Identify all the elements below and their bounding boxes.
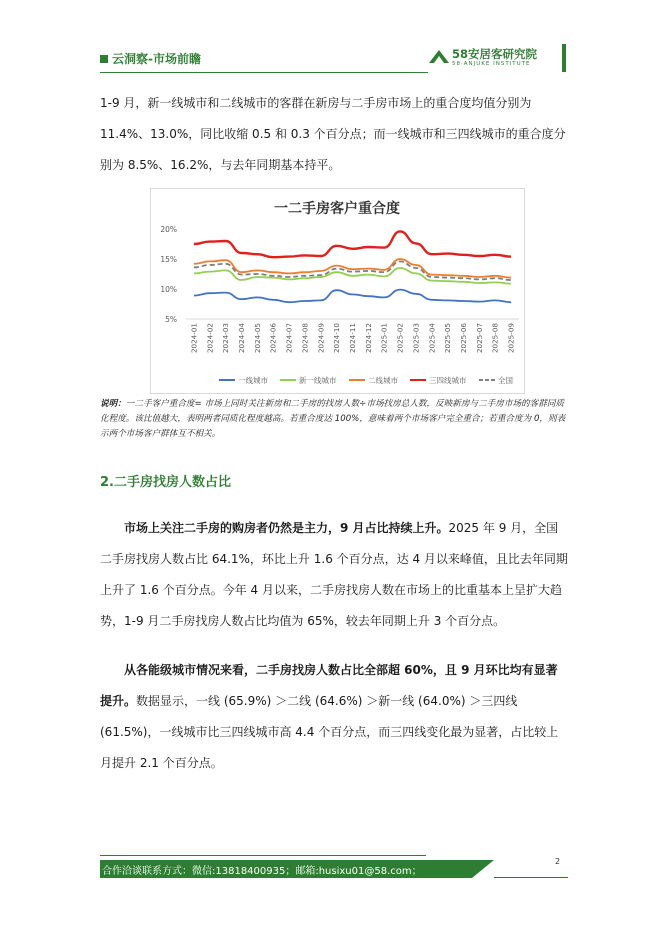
x-tick-label: 2025-09 [506, 323, 516, 354]
paragraph-lead: 市场上关注二手房的购房者仍然是主力，9 月占比持续上升。 [124, 521, 449, 535]
x-tick-label: 2025-08 [490, 323, 500, 354]
paragraph-city-tier [100, 655, 568, 779]
page-header [100, 44, 566, 74]
logo-subtext: 58·ANJUKE INSTITUTE [452, 61, 531, 67]
logo [428, 46, 548, 72]
chart-title: 一二手房客户重合度 [274, 201, 400, 217]
x-tick-label: 2025-03 [411, 323, 421, 354]
series-line [194, 261, 511, 280]
x-tick-label: 2024-10 [332, 323, 342, 354]
x-tick-label: 2024-05 [252, 323, 262, 354]
note-text: 一二手客户重合度= 市场上同时关注新房和二手房的找房人数÷市场找房总人数，反映新房与二手房市场的客群同质化程度。该比值越大，表明两者同质化程度越高。若重合度达 100%，意味着两个市场客户完全重合；若重合度为 0，则表示两个市场客户群体互不相关。 [100, 399, 566, 439]
header-accent-bar [562, 44, 566, 72]
chart-note [100, 397, 568, 442]
paragraph-overlap: 1-9 月，新一线城市和二线城市的客群在新房与二手房市场上的重合度均值分别为 11.4%、13.0%，同比收缩 0.5 和 0.3 个百分点；而一线城市和三四线城市的重合度分别为 8.5%、16.2%，与去年同期基本持平。 [100, 96, 566, 172]
series-line [194, 290, 511, 303]
legend-label: 全国 [498, 376, 513, 385]
y-tick-label: 5% [165, 315, 177, 324]
page-number: 2 [555, 857, 561, 866]
legend-label: 一线城市 [238, 376, 268, 385]
logo-text: 58安居客研究院 [452, 47, 538, 61]
legend-label: 三四线城市 [429, 376, 467, 385]
header-title: 云洞察-市场前瞻 [112, 52, 201, 66]
footer-contact: 合作洽谈联系方式：微信:13818400935；邮箱:husixu01@58.com； [102, 866, 422, 877]
x-tick-label: 2024-12 [363, 323, 373, 354]
x-tick-label: 2025-01 [379, 323, 389, 354]
paragraph-secondhand-share [100, 513, 568, 637]
x-tick-label: 2024-09 [316, 323, 326, 354]
x-tick-label: 2024-03 [221, 323, 231, 354]
overlap-chart [150, 188, 525, 394]
x-tick-label: 2025-05 [443, 323, 453, 354]
legend-label: 新一线城市 [299, 376, 337, 385]
x-tick-label: 2024-01 [189, 323, 199, 354]
x-tick-label: 2024-04 [237, 323, 247, 354]
paragraph-lead: 从各能级城市情况来看，二手房找房人数占比全部超 60%，且 9 月环比均有显著提升。 [100, 663, 558, 708]
y-tick-label: 10% [160, 285, 177, 294]
footer-divider [100, 855, 426, 856]
x-tick-label: 2025-04 [427, 323, 437, 354]
x-tick-label: 2024-07 [284, 323, 294, 354]
house-logo-icon [428, 48, 450, 64]
paragraph-body: 2025 年 9 月，全国二手房找房人数占比 64.1%，环比上升 1.6 个百分点，达 4 月以来峰值，且比去年同期上升了 1.6 个百分点。今年 4 月以来，二手房找房人数在市场上的比重基本上呈扩大趋势，1-9 月二手房找房人数占比均值为 65%，较去年同期上升 3 个百分点。 [100, 521, 568, 628]
legend-label: 二线城市 [368, 376, 398, 385]
x-tick-label: 2024-08 [300, 323, 310, 354]
x-tick-label: 2025-02 [395, 323, 405, 354]
header-divider [100, 72, 428, 73]
x-tick-label: 2025-07 [474, 323, 484, 354]
overlap-line-chart [151, 189, 524, 393]
y-tick-label: 20% [160, 225, 177, 234]
x-tick-label: 2024-02 [205, 323, 215, 354]
x-tick-label: 2024-11 [348, 323, 358, 354]
note-label: 说明： [100, 399, 126, 409]
y-tick-label: 15% [160, 255, 177, 264]
footer-bar-corner [472, 860, 494, 878]
paragraph-body: 数据显示，一线 (65.9%) ＞二线 (64.6%) ＞新一线 (64.0%) ＞三四线 (61.5%)，一线城市比三四线城市高 4.4 个百分点，而三四线变化最为显著，占比较上月提升 2.1 个百分点。 [100, 694, 559, 770]
series-line [194, 231, 511, 257]
x-tick-label: 2025-06 [459, 323, 469, 354]
section-title: 2.二手房找房人数占比 [100, 475, 231, 490]
x-tick-label: 2024-06 [268, 323, 278, 354]
footer-rule [494, 877, 568, 878]
header-square-icon [100, 55, 108, 63]
